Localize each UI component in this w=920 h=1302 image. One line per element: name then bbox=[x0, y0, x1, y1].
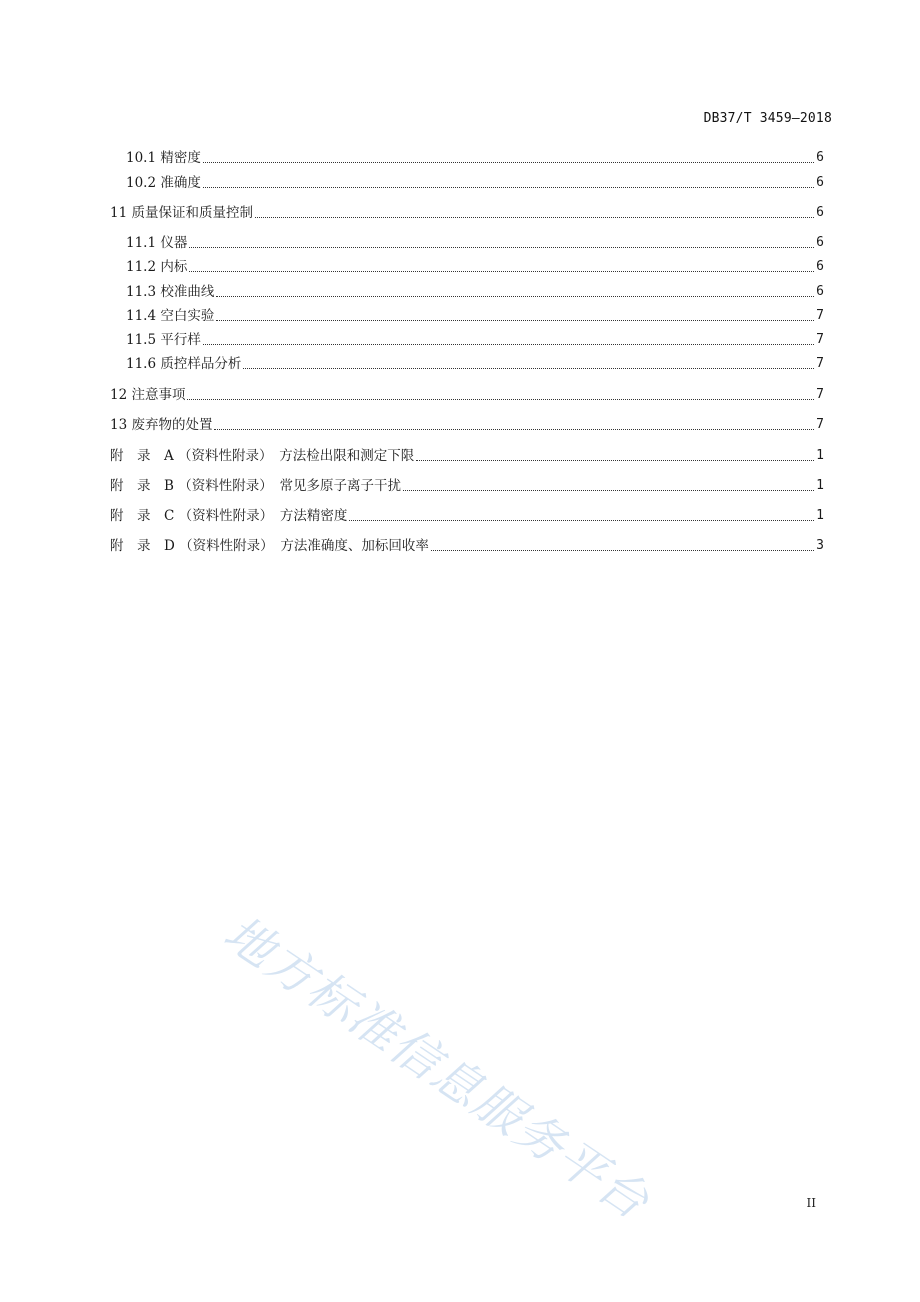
toc-leader-dots bbox=[243, 368, 814, 369]
toc-entry-title: 注意事项 bbox=[131, 387, 186, 403]
toc-entry-title: （资料性附录） 方法准确度、加标回收率 bbox=[179, 538, 429, 554]
toc-entry-title: （资料性附录） 方法精密度 bbox=[178, 508, 348, 524]
toc-entry-title: 质量保证和质量控制 bbox=[131, 205, 253, 221]
toc-entry-number: 12 bbox=[110, 387, 128, 403]
document-code: DB37/T 3459—2018 bbox=[703, 111, 832, 126]
toc-leader-dots bbox=[349, 520, 814, 521]
toc-entry-number: 11.4 bbox=[126, 308, 157, 324]
toc-appendix-label: 附 录 B bbox=[110, 478, 174, 494]
toc-page-number: 1 bbox=[816, 448, 824, 463]
toc-entry-11-5[interactable] bbox=[126, 330, 824, 350]
toc-entry-10-1[interactable] bbox=[126, 148, 824, 168]
toc-entry-11-4[interactable] bbox=[126, 306, 824, 326]
toc-leader-dots bbox=[189, 271, 814, 272]
toc-leader-dots bbox=[431, 550, 814, 551]
toc-appendix-label: 附 录 D bbox=[110, 538, 175, 554]
toc-entry-title: 精密度 bbox=[160, 150, 201, 166]
toc-leader-dots bbox=[416, 460, 814, 461]
toc-entry-10-2[interactable] bbox=[126, 173, 824, 193]
toc-entry-title: 准确度 bbox=[160, 175, 201, 191]
toc-entry-title: 仪器 bbox=[160, 235, 188, 251]
toc-leader-dots bbox=[203, 344, 814, 345]
toc-page-number: 3 bbox=[816, 538, 824, 553]
toc-entry-12[interactable] bbox=[110, 385, 824, 405]
toc-entry-number: 11.5 bbox=[126, 332, 157, 348]
toc-entry-number: 11.2 bbox=[126, 259, 157, 275]
toc-entry-appendix-b[interactable] bbox=[110, 476, 824, 496]
toc-appendix-label: 附 录 A bbox=[110, 448, 174, 464]
toc-page-number: 7 bbox=[816, 332, 824, 347]
toc-page-number: 7 bbox=[816, 356, 824, 371]
toc-entry-appendix-c[interactable] bbox=[110, 506, 824, 526]
toc-page-number: 6 bbox=[816, 150, 824, 165]
toc-entry-title: 废弃物的处置 bbox=[131, 417, 213, 433]
toc-entry-number: 11.3 bbox=[126, 284, 157, 300]
toc-entry-number: 10.1 bbox=[126, 150, 157, 166]
toc-entry-title: （资料性附录） 常见多原子离子干扰 bbox=[178, 478, 401, 494]
toc-page-number: 6 bbox=[816, 205, 824, 220]
toc-leader-dots bbox=[255, 217, 814, 218]
toc-entry-title: 质控样品分析 bbox=[160, 356, 242, 372]
toc-entry-title: （资料性附录） 方法检出限和测定下限 bbox=[178, 448, 415, 464]
toc-entry-title: 内标 bbox=[160, 259, 188, 275]
toc-appendix-label: 附 录 C bbox=[110, 508, 175, 524]
toc-entry-title: 校准曲线 bbox=[160, 284, 215, 300]
toc-page-number: 6 bbox=[816, 284, 824, 299]
toc-entry-11-3[interactable] bbox=[126, 282, 824, 302]
toc-entry-title: 平行样 bbox=[160, 332, 201, 348]
toc-leader-dots bbox=[216, 320, 814, 321]
toc-entry-number: 10.2 bbox=[126, 175, 157, 191]
toc-leader-dots bbox=[203, 187, 814, 188]
toc-page-number: 6 bbox=[816, 259, 824, 274]
toc-page-number: 1 bbox=[816, 508, 824, 523]
toc-page-number: 1 bbox=[816, 478, 824, 493]
toc-leader-dots bbox=[187, 399, 814, 400]
toc-entry-13[interactable] bbox=[110, 415, 824, 435]
toc-entry-number: 11.1 bbox=[126, 235, 157, 251]
toc-leader-dots bbox=[403, 490, 814, 491]
toc-entry-number: 11 bbox=[110, 205, 128, 221]
toc-page-number: 7 bbox=[816, 417, 824, 432]
watermark: 地方标准信息服务平台 bbox=[213, 905, 660, 1232]
toc-entry-number: 13 bbox=[110, 417, 128, 433]
toc-entry-appendix-d[interactable] bbox=[110, 536, 824, 556]
toc-page-number: 6 bbox=[816, 175, 824, 190]
toc-page-number: 6 bbox=[816, 235, 824, 250]
toc-entry-appendix-a[interactable] bbox=[110, 446, 824, 466]
toc-leader-dots bbox=[216, 296, 814, 297]
toc-leader-dots bbox=[203, 162, 814, 163]
toc-entry-number: 11.6 bbox=[126, 356, 157, 372]
toc-entry-11-1[interactable] bbox=[126, 233, 824, 253]
toc-page-number: 7 bbox=[816, 387, 824, 402]
toc-leader-dots bbox=[189, 247, 814, 248]
toc-entry-11-6[interactable] bbox=[126, 354, 824, 374]
toc-entry-title: 空白实验 bbox=[160, 308, 215, 324]
toc-entry-11-2[interactable] bbox=[126, 257, 824, 277]
toc-entry-11[interactable] bbox=[110, 203, 824, 223]
page-number: II bbox=[806, 1196, 816, 1210]
toc-page-number: 7 bbox=[816, 308, 824, 323]
toc-leader-dots bbox=[214, 429, 814, 430]
